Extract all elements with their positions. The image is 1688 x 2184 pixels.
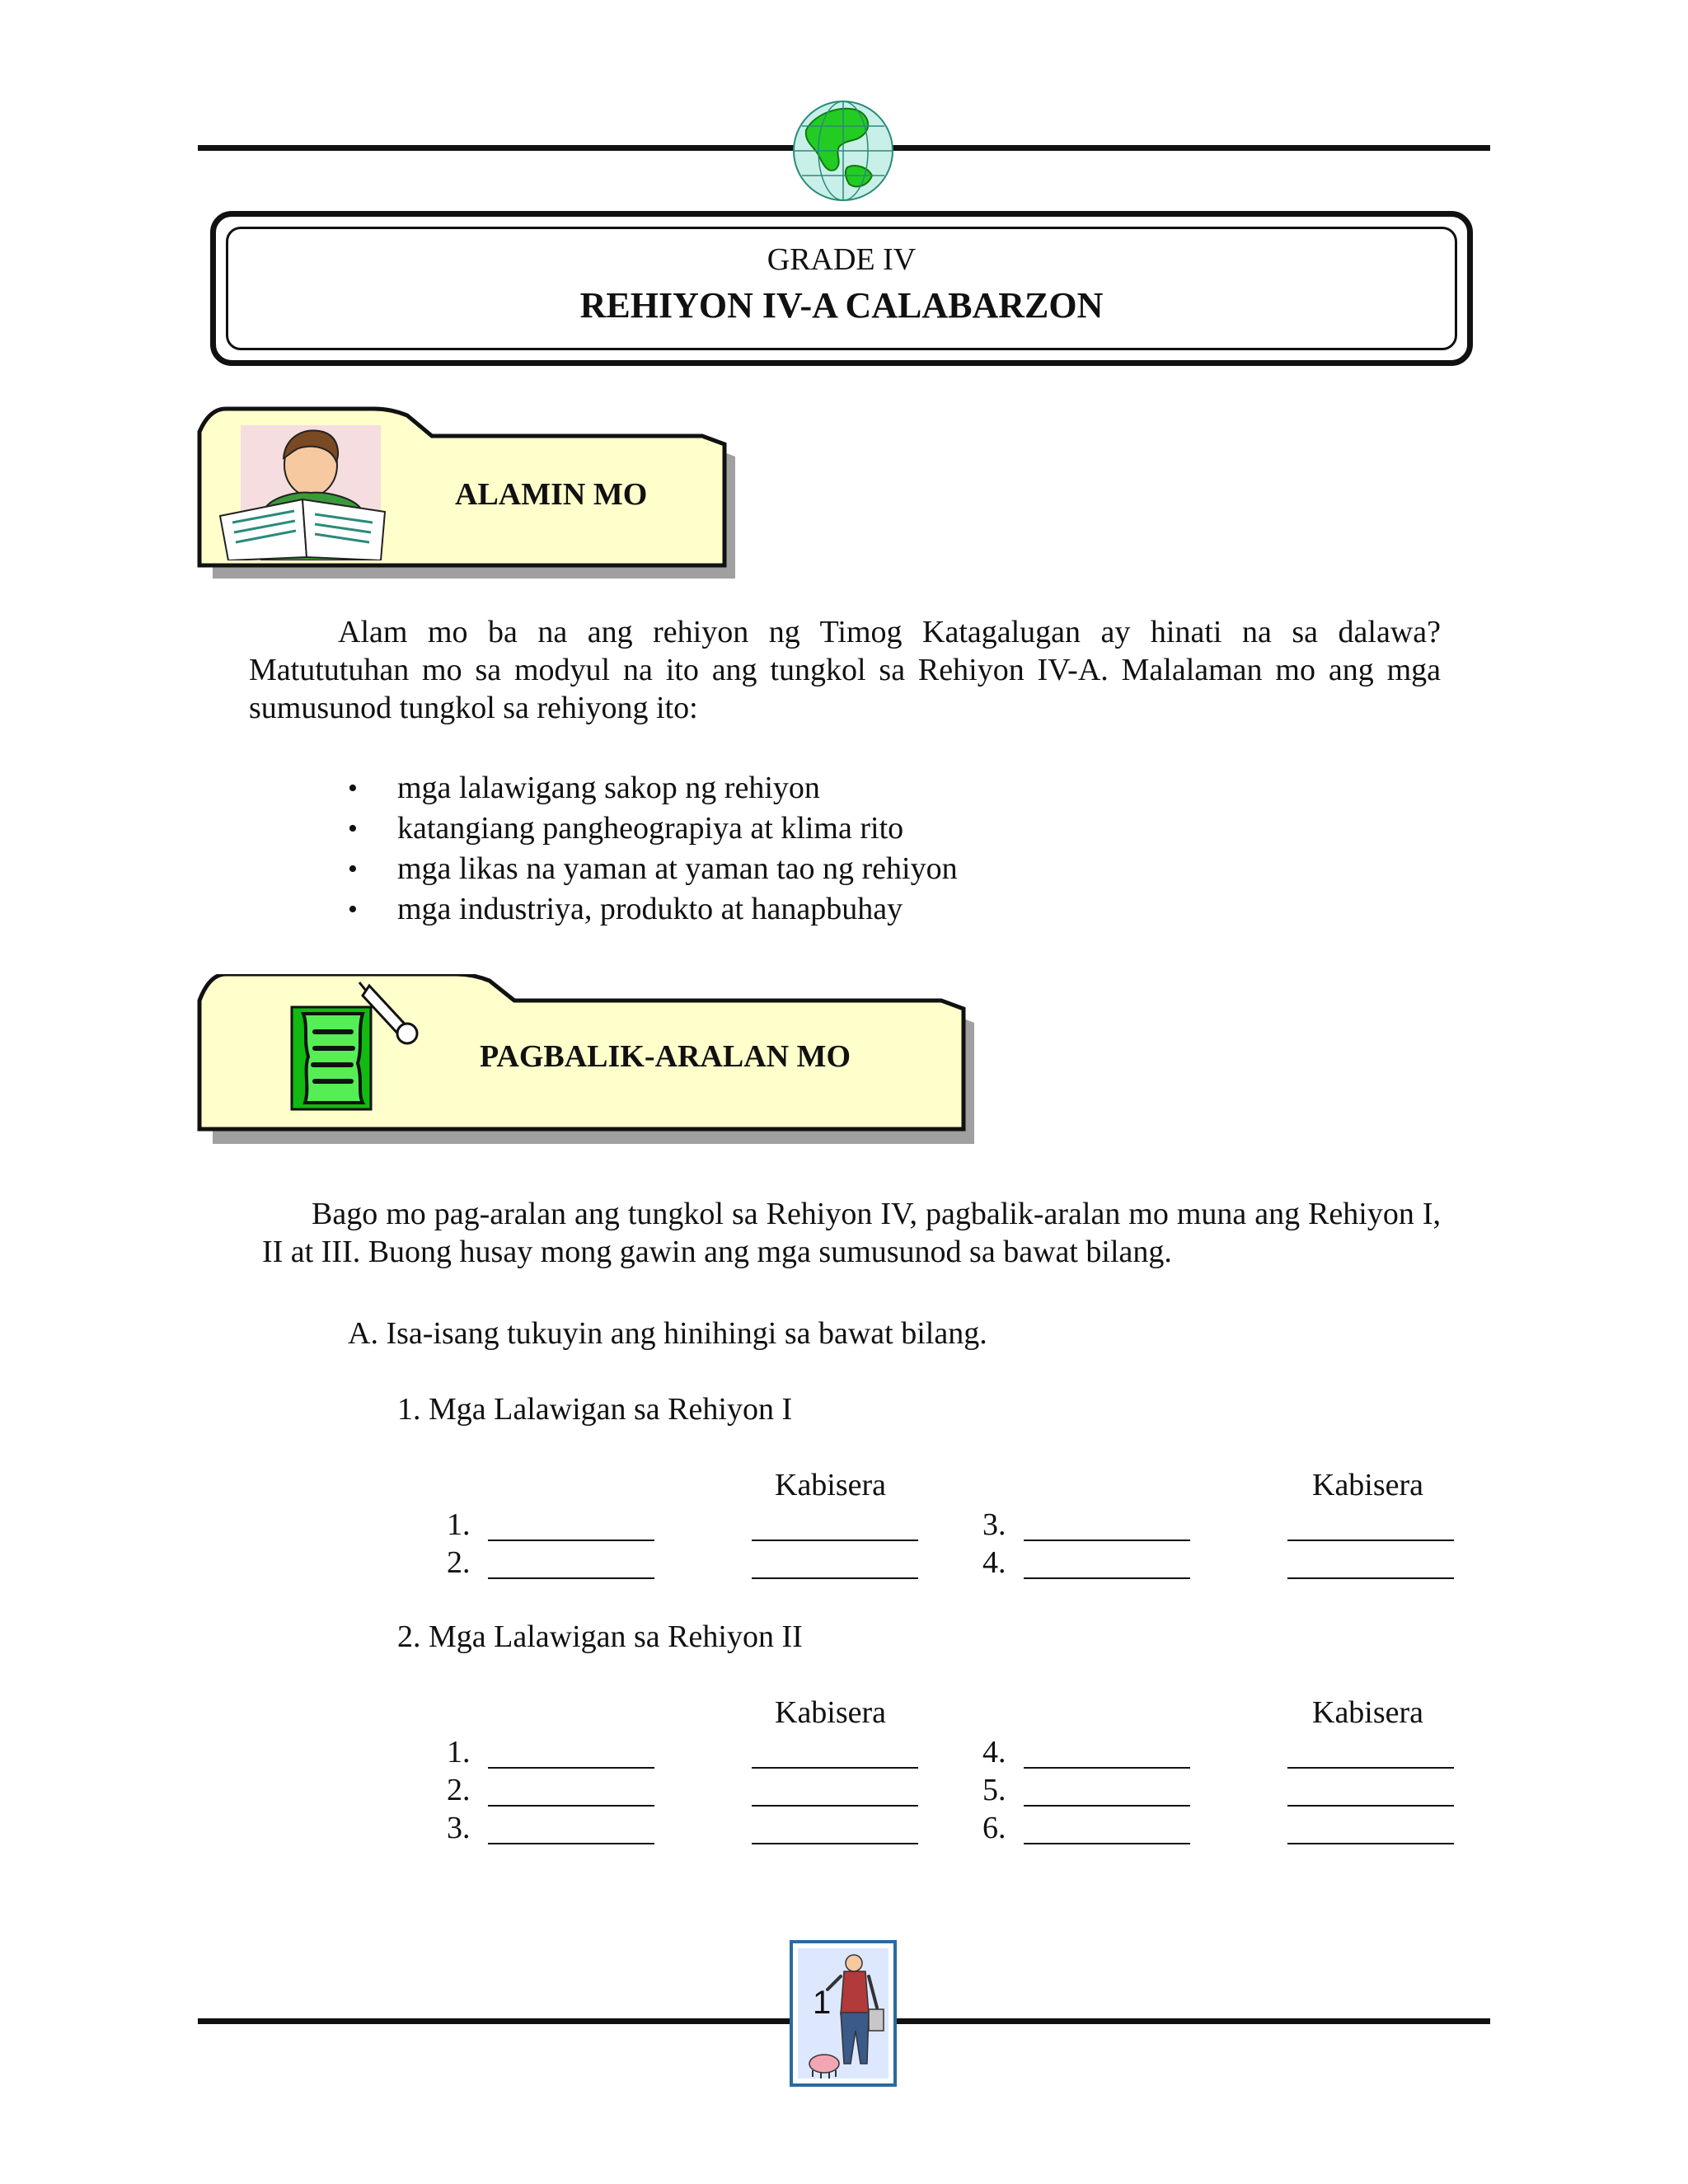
grade-label: GRADE IV — [767, 242, 917, 277]
scroll-pen-icon — [287, 981, 427, 1113]
list-item: • mga industriya, produkto at hanapbuhay — [348, 889, 1172, 930]
instruction-a: A. Isa-isang tukuyin ang hinihingi sa bawat bilang. — [348, 1316, 987, 1351]
answer-blank[interactable] — [1287, 1843, 1454, 1844]
answer-blank[interactable] — [1287, 1577, 1454, 1579]
answer-blank[interactable] — [752, 1805, 918, 1807]
kabisera-label: Kabisera — [775, 1468, 887, 1502]
answer-blank[interactable] — [752, 1540, 918, 1541]
answer-blank[interactable] — [1024, 1577, 1190, 1579]
item-number: 2. — [447, 1773, 471, 1807]
answer-blank[interactable] — [1024, 1767, 1190, 1769]
answer-blank[interactable] — [1024, 1540, 1190, 1541]
reading-person-icon — [216, 425, 389, 560]
item-number: 1. — [447, 1507, 471, 1542]
item-number: 6. — [982, 1811, 1006, 1845]
answer-blank[interactable] — [752, 1843, 918, 1844]
answer-blank[interactable] — [488, 1805, 654, 1807]
answer-blank[interactable] — [488, 1767, 654, 1769]
title-box — [210, 211, 1473, 366]
answer-blank[interactable] — [488, 1540, 654, 1541]
answer-blank[interactable] — [1287, 1540, 1454, 1541]
item-number: 4. — [982, 1545, 1006, 1580]
list-item: • katangiang pangheograpiya at klima rito — [348, 808, 1172, 849]
answer-blank[interactable] — [488, 1577, 654, 1579]
page-number: 1 — [813, 1985, 832, 2021]
alamin-intro: Alam mo ba na ang rehiyon ng Timog Katagalugan ay hinati na sa dalawa? Matututuhan mo sa modyul na ito ang tungkol sa Rehiyon IV-A. Malalaman mo ang mga sumusunod tungkol sa rehiyong ito: — [249, 615, 1441, 725]
item-number: 5. — [982, 1773, 1006, 1807]
item-2-heading: 2. Mga Lalawigan sa Rehiyon II — [397, 1619, 803, 1654]
kabisera-label: Kabisera — [1312, 1468, 1424, 1502]
item-1-heading: 1. Mga Lalawigan sa Rehiyon I — [397, 1392, 793, 1427]
answer-blank[interactable] — [1024, 1805, 1190, 1807]
item-number: 2. — [447, 1545, 471, 1580]
answer-blank[interactable] — [752, 1577, 918, 1579]
answer-blank[interactable] — [488, 1843, 654, 1844]
globe-icon — [790, 97, 897, 204]
alamin-heading: ALAMIN MO — [455, 477, 648, 512]
item-number: 3. — [982, 1507, 1006, 1542]
list-item: • mga lalawigang sakop ng rehiyon — [348, 768, 1172, 808]
item-number: 1. — [447, 1735, 471, 1769]
item-number: 3. — [447, 1811, 471, 1845]
answer-blank[interactable] — [1024, 1843, 1190, 1844]
kabisera-label: Kabisera — [1312, 1695, 1424, 1730]
item-number: 4. — [982, 1735, 1006, 1769]
farmer-icon — [790, 1940, 897, 2087]
alamin-bullet-list — [348, 768, 1172, 930]
pagbalik-heading: PAGBALIK-ARALAN MO — [480, 1039, 851, 1074]
list-item: • mga likas na yaman at yaman tao ng rehiyon — [348, 849, 1172, 889]
answer-blank[interactable] — [1287, 1805, 1454, 1807]
pagbalik-intro: Bago mo pag-aralan ang tungkol sa Rehiyon IV, pagbalik-aralan mo muna ang Rehiyon I, II at III. Buong husay mong gawin ang mga sumusunod sa bawat bilang. — [262, 1197, 1441, 1269]
answer-blank[interactable] — [752, 1767, 918, 1769]
answer-blank[interactable] — [1287, 1767, 1454, 1769]
region-title: REHIYON IV-A CALABARZON — [579, 285, 1104, 326]
kabisera-label: Kabisera — [775, 1695, 887, 1730]
